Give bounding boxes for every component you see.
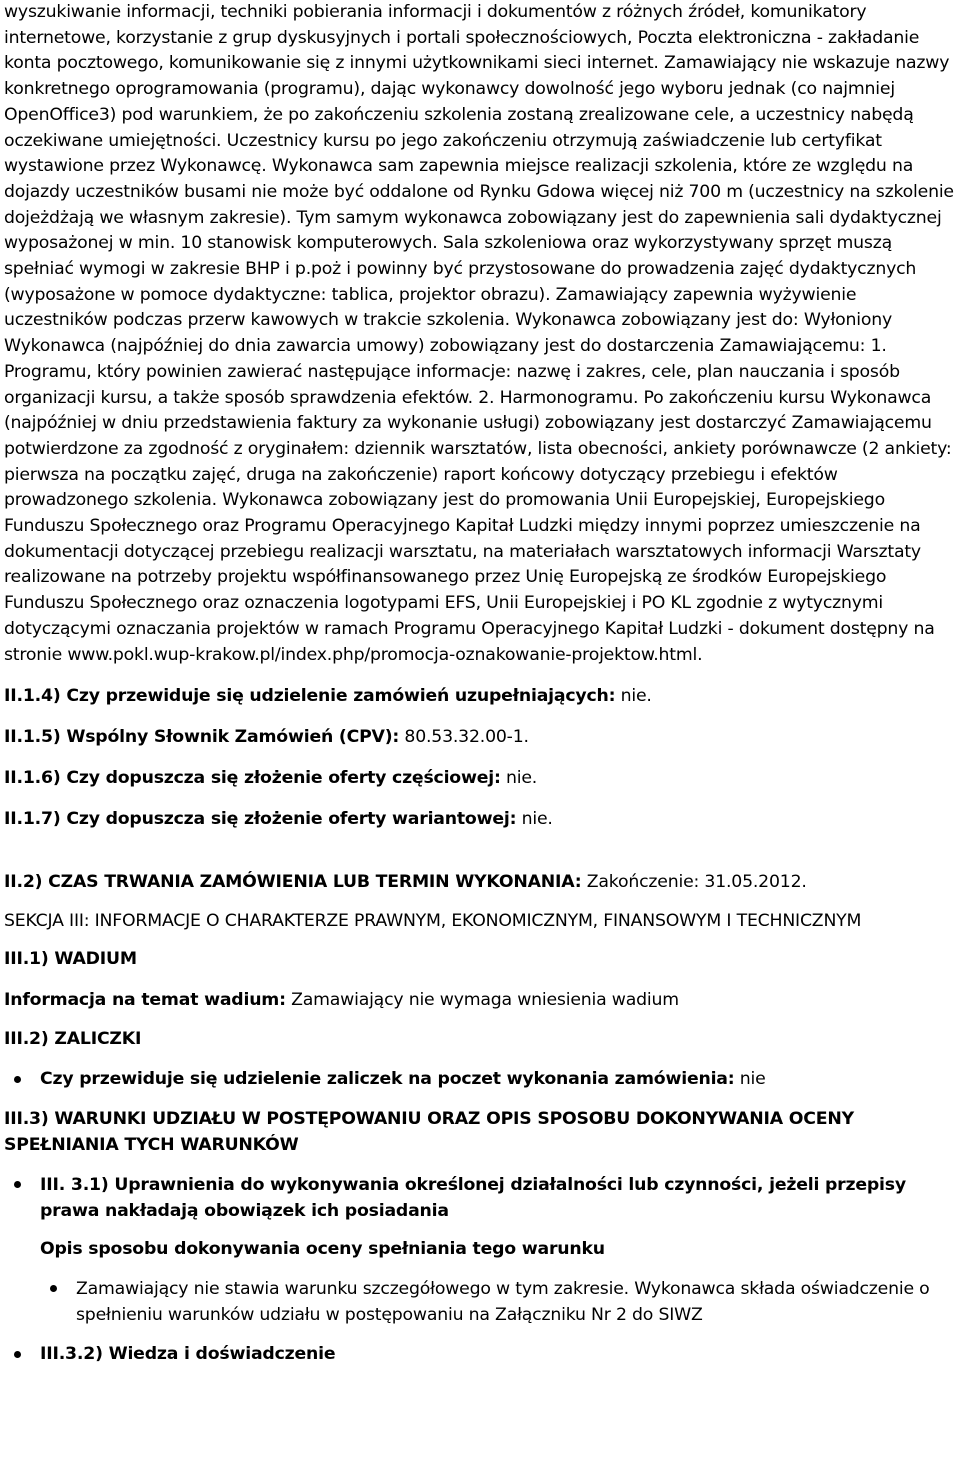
section-ii-1-5 <box>4 725 956 750</box>
section-iii-3-title <box>4 1106 956 1158</box>
section-label: II.1.7) Czy dopuszcza się złożenie oferty wariantowej: <box>4 809 517 830</box>
list-item <box>4 1172 956 1224</box>
section-ii-1-7 <box>4 807 956 832</box>
section-ii-1-4 <box>4 684 956 709</box>
section-ii-2 <box>4 870 956 895</box>
section-title: III.2) ZALICZKI <box>4 1029 142 1050</box>
section-title: III. 3.1) Uprawnienia do wykonywania określonej działalności lub czynności, jeżeli przepisy prawa nakładają obowiązek ich posiadania <box>40 1175 906 1222</box>
section-label: II.1.6) Czy dopuszcza się złożenie oferty częściowej: <box>4 768 501 789</box>
section-iii-1-title <box>4 947 956 972</box>
list-item <box>4 1067 956 1092</box>
section-iii-3-list <box>4 1172 956 1224</box>
document-page <box>4 0 956 1367</box>
zaliczki-list <box>4 1067 956 1092</box>
section-title: III.1) WADIUM <box>4 949 137 970</box>
section-label: II.1.5) Wspólny Słownik Zamówień (CPV): <box>4 727 400 748</box>
section-iii-heading: SEKCJA III: INFORMACJE O CHARAKTERZE PRAWNYM, EKONOMICZNYM, FINANSOWYM I TECHNICZNYM <box>4 911 862 932</box>
opis-list <box>40 1276 956 1328</box>
section-label: II.2) CZAS TRWANIA ZAMÓWIENIA LUB TERMIN WYKONANIA: <box>4 872 582 893</box>
section-value: nie. <box>500 768 538 789</box>
intro-paragraph: wyszukiwanie informacji, techniki pobierania informacji i dokumentów z różnych źródeł, komunikatory internetowe, korzystanie z grup dyskusyjnych i portali społecznościowych, Poczta elektroniczna - zakładanie konta pocztowego, komunikowanie się z innymi użytkownikami sieci internet. Zamawiający nie wskazuje nazwy konkretnego oprogramowania (programu), dając wykonawcy dowolność jego wyboru jednak (co najmniej OpenOffice3) pod warunkiem, że po zakończeniu szkolenia zostaną zrealizowane cele, a uczestnicy nabędą oczekiwane umiejętności. Uczestnicy kursu po jego zakończeniu otrzymują zaświadczenie lub certyfikat wystawione przez Wykonawcę. Wykonawca sam zapewnia miejsce realizacji szkolenia, które ze względu na dojazdy uczestników busami nie może być oddalone od Rynku Gdowa więcej niż 700 m (uczestnicy na szkolenie dojeżdżają we własnym zakresie). Tym samym wykonawca zobowiązany jest do zapewnienia sali dydaktycznej wyposażonej w min. 10 stanowisk komputerowych. Sala szkoleniowa oraz wykorzystywany sprzęt muszą spełniać wymogi w zakresie BHP i p.poż i powinny być przystosowane do prowadzenia zajęć dydaktycznych (wyposażone w pomoce dydaktyczne: tablica, projektor obrazu). Zamawiający zapewnia wyżywienie uczestników podczas przerw kawowych w trakcie szkolenia. Wykonawca zobowiązany jest do: Wyłoniony Wykonawca (najpóźniej do dnia zawarcia umowy) zobowiązany jest do dostarczenia Zamawiającemu: 1. Programu, który powinien zawierać następujące informacje: nazwę i zakres, cele, plan nauczania i sposób organizacji kursu, a także sposób sprawdzenia efektów. 2. Harmonogramu. Po zakończeniu kursu Wykonawca (najpóźniej w dniu przedstawienia faktury za wykonanie usługi) zobowiązany jest dostarczyć Zamawiającemu potwierdzone za zgodność z oryginałem: dziennik warsztatów, lista obecności, ankiety porównawcze (2 ankiety: pierwsza na początku zajęć, druga na zakończenie) raport końcowy dotyczący przebiegu i efektów prowadzonego szkolenia. Wykonawca zobowiązany jest do promowania Unii Europejskiej, Europejskiego Funduszu Społecznego oraz Programu Operacyjnego Kapitał Ludzki między innymi poprzez umieszczenie na dokumentacji dotyczącej przebiegu realizacji warsztatu, na materiałach warsztatowych informacji Warsztaty realizowane na potrzeby projektu współfinansowanego przez Unię Europejską ze środków Europejskiego Funduszu Społecznego oraz oznaczenia logotypami EFS, Unii Europejskiej i PO KL zgodnie z wytycznymi dotyczącymi oznaczania projektów w ramach Programu Operacyjnego Kapitał Ludzki - dokument dostępny na stronie www.pokl.wup-krakow.pl/index.php/promocja-oznakowanie-projektow.html. <box>4 2 954 665</box>
section-label: II.1.4) Czy przewiduje się udzielenie zamówień uzupełniających: <box>4 686 616 707</box>
section-value: nie. <box>516 809 553 830</box>
section-label: Czy przewiduje się udzielenie zaliczek na poczet wykonania zamówienia: <box>40 1069 735 1090</box>
list-item: Zamawiający nie stawia warunku szczegółowego w tym zakresie. Wykonawca składa oświadczenie o spełnieniu warunków udziału w postępowaniu na Załączniku Nr 2 do SIWZ <box>40 1276 956 1328</box>
opis-title <box>40 1237 956 1262</box>
section-iii-2-title <box>4 1027 956 1052</box>
section-value: nie <box>734 1069 766 1090</box>
section-ii-1-6 <box>4 766 956 791</box>
section-title: III.3.2) Wiedza i doświadczenie <box>40 1344 336 1365</box>
section-title: Opis sposobu dokonywania oceny spełniania tego warunku <box>40 1239 605 1260</box>
section-value: Zamawiający nie wymaga wniesienia wadium <box>285 990 679 1011</box>
section-value: Zakończenie: 31.05.2012. <box>581 872 807 893</box>
section-iii-3-2-list <box>4 1342 956 1367</box>
list-item <box>4 1342 956 1367</box>
section-label: Informacja na temat wadium: <box>4 990 286 1011</box>
section-value: 80.53.32.00-1. <box>399 727 529 748</box>
section-value: nie. <box>615 686 652 707</box>
section-title: III.3) WARUNKI UDZIAŁU W POSTĘPOWANIU ORAZ OPIS SPOSOBU DOKONYWANIA OCENY SPEŁNIANIA TYCH WARUNKÓW <box>4 1109 854 1156</box>
wadium-info <box>4 988 956 1013</box>
